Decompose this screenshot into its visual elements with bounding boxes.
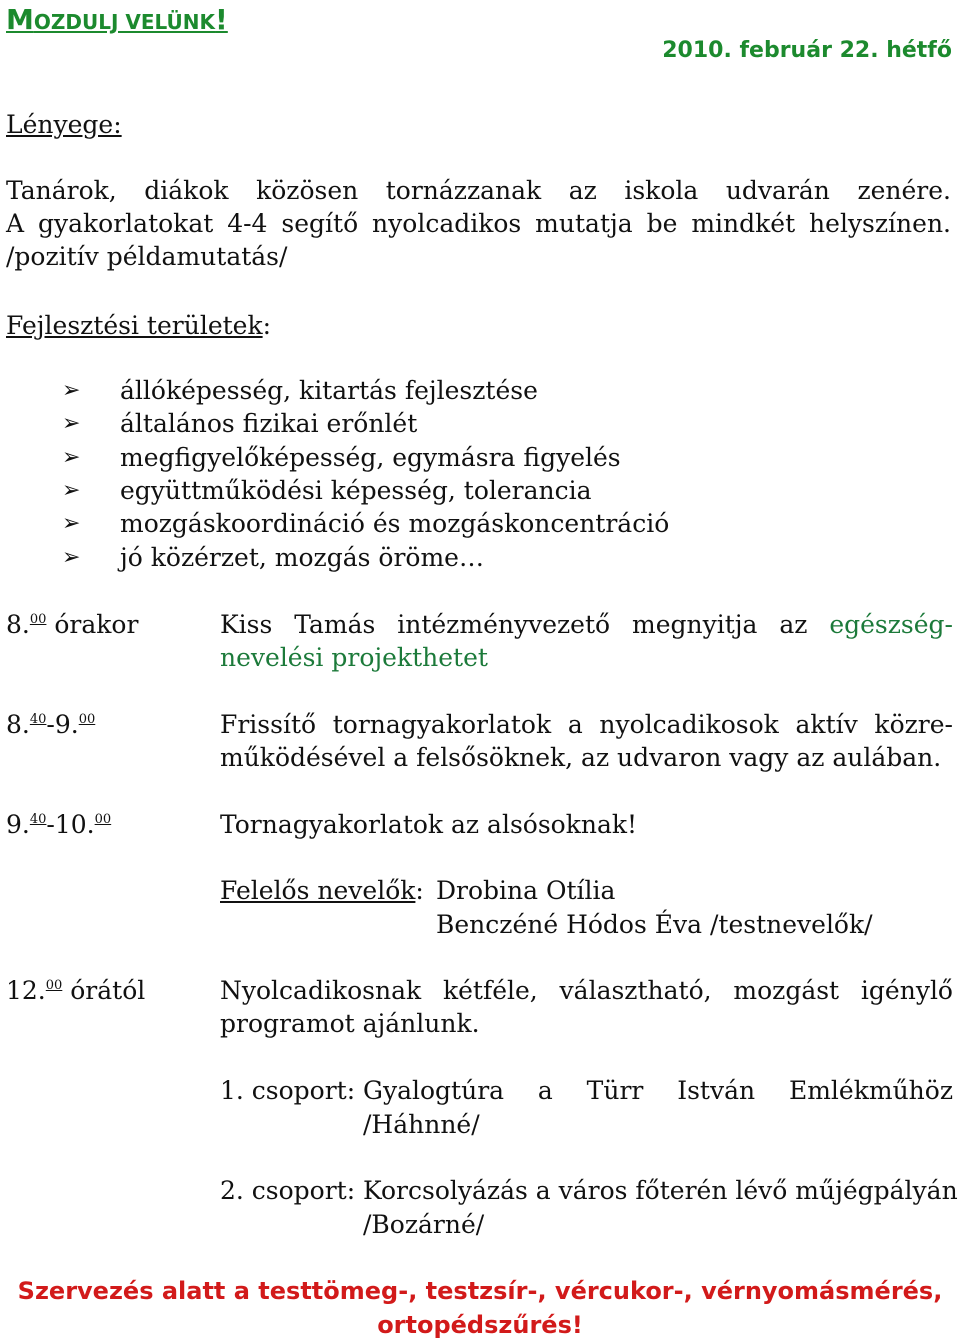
intro-line-1: Tanárok, diákok közösen tornázzanak az iskola udvarán zenére. [6,176,951,205]
arrow-bullet-icon: ➢ [62,378,81,403]
schedule-text-green: egészség- [829,610,953,639]
list-item: állóképesség, kitartás fejlesztése [120,376,538,405]
time-minute: 00 [45,978,63,993]
schedule-time-1 [6,608,138,641]
title-exclamation: ! [215,3,228,36]
list-item: együttműködési képesség, tolerancia [120,476,592,505]
title-first-letter: M [6,3,34,36]
arrow-bullet-icon: ➢ [62,411,81,436]
list-item: általános fizikai erőnlét [120,409,418,438]
time-suffix: órakor [46,610,139,639]
page-title [6,2,228,40]
arrow-bullet-icon: ➢ [62,511,81,536]
group-2-text: Korcsolyázás a város főterén lévő műjégpályán [363,1176,958,1205]
time-hour: -10. [46,810,95,839]
time-hour: 12. [6,976,46,1005]
time-hour: 9. [6,810,30,839]
schedule-text-plain: Kiss Tamás intézményvezető megnyitja az [220,610,830,639]
schedule-time-3 [6,808,111,841]
intro-line-3: /pozitív példamutatás/ [6,242,288,271]
arrow-bullet-icon: ➢ [62,545,81,570]
group-1-leader: /Háhnné/ [363,1110,480,1139]
time-hour: 8. [6,710,30,739]
group-2-label: 2. csoport: [220,1176,356,1205]
title-rest: OZDULJ VELÜNK [33,10,216,34]
fejlesztesi-label: Fejlesztési területek [6,311,263,340]
group-2-leader: /Bozárné/ [363,1210,485,1239]
intro-line-2: A gyakorlatokat 4-4 segítő nyolcadikos mutatja be mindkét helyszínen. [6,209,951,238]
schedule-text-2b: működésével a felsősöknek, az udvaron vagy az aulában. [220,743,942,772]
footer-line-1: Szervezés alatt a testtömeg-, testzsír-, vércukor-, vérnyomásmérés, [17,1277,943,1305]
time-hour: -9. [46,710,79,739]
schedule-text-1 [220,608,953,641]
time-minute: 00 [29,612,47,627]
time-hour: 8. [6,610,30,639]
schedule-time-4 [6,974,145,1007]
time-minute: 40 [29,712,47,727]
schedule-time-2 [6,708,95,741]
time-minute: 00 [94,812,112,827]
group-1-label: 1. csoport: [220,1076,356,1105]
schedule-text-4: Nyolcadikosnak kétféle, választható, mozgást igénylő [220,976,953,1005]
footer-line-2: ortopédszűrés! [377,1311,583,1339]
fejlesztesi-heading [6,309,271,342]
schedule-text-1b: nevelési projekthetet [220,643,488,672]
lenyege-label: Lényege: [6,110,122,139]
list-item: mozgáskoordináció és mozgáskoncentráció [120,509,670,538]
time-minute: 00 [78,712,96,727]
list-item: megfigyelőképesség, egymásra figyelés [120,443,621,472]
group-1-text: Gyalogtúra a Türr István Emlékműhöz [363,1076,953,1105]
date: 2010. február 22. hétfő [662,38,952,63]
responsible-name-1: Drobina Otília [436,876,616,905]
time-suffix: órától [62,976,146,1005]
arrow-bullet-icon: ➢ [62,445,81,470]
responsible-label-text: Felelős nevelők [220,876,416,905]
list-item: jó közérzet, mozgás öröme… [120,543,484,572]
schedule-text-4b: programot ajánlunk. [220,1009,480,1038]
schedule-text-2: Frissítő tornagyakorlatok a nyolcadikosok aktív közre- [220,710,953,739]
responsible-name-2: Benczéné Hódos Éva /testnevelők/ [436,910,873,939]
fejlesztesi-colon: : [262,311,272,340]
responsible-label [220,874,424,907]
schedule-text-3: Tornagyakorlatok az alsósoknak! [220,810,638,839]
responsible-colon: : [415,876,424,905]
time-minute: 40 [29,812,47,827]
arrow-bullet-icon: ➢ [62,478,81,503]
